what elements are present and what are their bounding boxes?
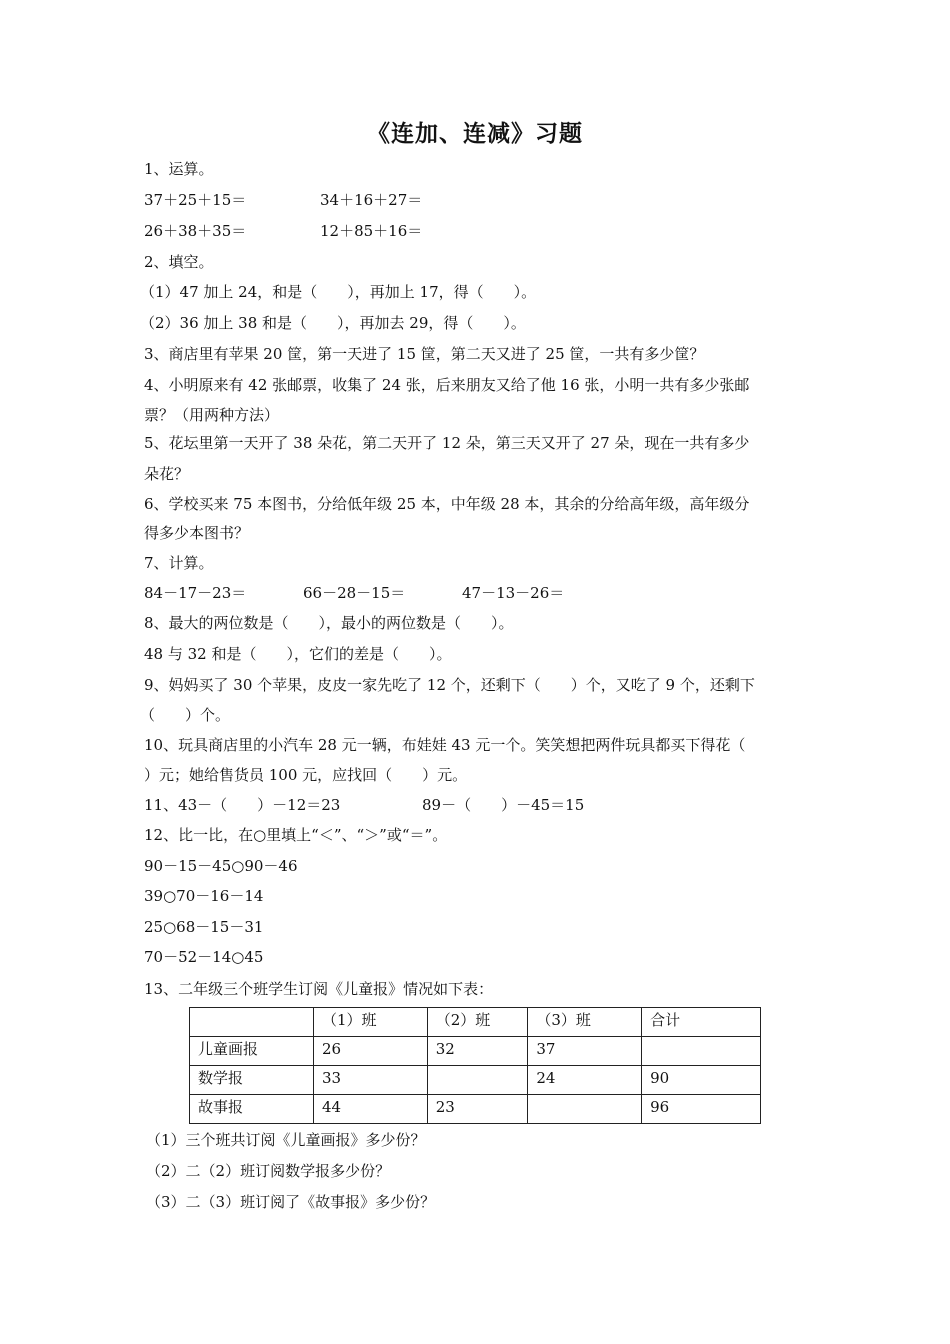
q2-sub-1: （1）47 加上 24，和是（ ），再加上 17，得（ ）。 <box>140 283 537 301</box>
q12-compare-3: 25○68－15－31 <box>144 918 264 936</box>
table-row <box>190 1037 761 1066</box>
q10-line-1: 10、玩具商店里的小汽车 28 元一辆，布娃娃 43 元一个。笑笑想把两件玩具都买下得花（ <box>144 736 746 754</box>
q4-line-1: 4、小明原来有 42 张邮票，收集了 24 张，后来朋友又给了他 16 张，小明一共有多少张邮 <box>144 376 750 394</box>
q12-heading: 12、比一比，在○里填上“＜”、“＞”或“＝”。 <box>144 826 448 844</box>
table-header-cell: 合计 <box>642 1008 761 1037</box>
subscription-table <box>189 1007 761 1124</box>
q2-sub-2: （2）36 加上 38 和是（ ），再加去 29，得（ ）。 <box>140 314 526 332</box>
q9-line-1: 9、妈妈买了 30 个苹果，皮皮一家先吃了 12 个，还剩下（ ）个，又吃了 9 个，还剩下 <box>144 676 755 694</box>
q11-expr-2: 89－（ ）－45＝15 <box>422 796 585 814</box>
q13-sub-2: （2）二（2）班订阅数学报多少份？ <box>146 1162 391 1180</box>
q1-expr-2: 34＋16＋27＝ <box>320 191 423 209</box>
q8-line-2: 48 与 32 和是（ ），它们的差是（ ）。 <box>144 645 452 663</box>
q10-line-2: ）元；她给售货员 100 元，应找回（ ）元。 <box>144 766 468 784</box>
q1-heading: 1、运算。 <box>144 160 214 178</box>
table-cell: 故事报 <box>190 1095 314 1124</box>
table-cell: 23 <box>427 1095 528 1124</box>
table-cell <box>427 1066 528 1095</box>
table-cell: 数学报 <box>190 1066 314 1095</box>
table-header-cell <box>190 1008 314 1037</box>
q5-line-2: 朵花？ <box>144 465 190 483</box>
table-row <box>190 1066 761 1095</box>
table-header-cell: （1）班 <box>313 1008 427 1037</box>
table-cell <box>642 1037 761 1066</box>
table-cell: 44 <box>313 1095 427 1124</box>
q13-sub-3: （3）二（3）班订阅了《故事报》多少份？ <box>146 1193 436 1211</box>
q9-line-2: （ ）个。 <box>140 706 231 724</box>
q2-heading: 2、填空。 <box>144 253 214 271</box>
table-cell: 24 <box>528 1066 642 1095</box>
q6-line-2: 得多少本图书？ <box>144 524 250 542</box>
table-cell: 37 <box>528 1037 642 1066</box>
table-cell: 96 <box>642 1095 761 1124</box>
q12-compare-2: 39○70－16－14 <box>144 887 264 905</box>
table-cell: 90 <box>642 1066 761 1095</box>
table-header-cell: （2）班 <box>427 1008 528 1037</box>
table-cell: 26 <box>313 1037 427 1066</box>
page-title: 《连加、连减》习题 <box>367 121 583 147</box>
q12-compare-4: 70－52－14○45 <box>144 948 264 966</box>
table-cell: 33 <box>313 1066 427 1095</box>
q7-expr-2: 66－28－15＝ <box>303 584 406 602</box>
q5-line-1: 5、花坛里第一天开了 38 朵花，第二天开了 12 朵，第三天又开了 27 朵，现在一共有多少 <box>144 434 750 452</box>
q7-expr-3: 47－13－26＝ <box>462 584 565 602</box>
q8-line-1: 8、最大的两位数是（ ），最小的两位数是（ ）。 <box>144 614 514 632</box>
q1-expr-3: 26＋38＋35＝ <box>144 222 247 240</box>
q13-sub-1: （1）三个班共订阅《儿童画报》多少份？ <box>146 1131 426 1149</box>
table-cell: 32 <box>427 1037 528 1066</box>
q7-expr-1: 84－17－23＝ <box>144 584 247 602</box>
q11-expr-1: 11、43－（ ）－12＝23 <box>144 796 341 814</box>
q13-heading: 13、二年级三个班学生订阅《儿童报》情况如下表： <box>144 980 494 998</box>
q4-line-2: 票？（用两种方法） <box>144 406 280 424</box>
table-row <box>190 1095 761 1124</box>
table-header-cell: （3）班 <box>528 1008 642 1037</box>
q1-expr-4: 12＋85＋16＝ <box>320 222 423 240</box>
q3-text: 3、商店里有苹果 20 筐，第一天进了 15 筐，第二天又进了 25 筐，一共有多少筐？ <box>144 345 705 363</box>
table-cell: 儿童画报 <box>190 1037 314 1066</box>
table-cell <box>528 1095 642 1124</box>
q12-compare-1: 90－15－45○90－46 <box>144 857 298 875</box>
q1-expr-1: 37＋25＋15＝ <box>144 191 247 209</box>
table-header-row <box>190 1008 761 1037</box>
q7-heading: 7、计算。 <box>144 554 214 572</box>
q6-line-1: 6、学校买来 75 本图书，分给低年级 25 本，中年级 28 本，其余的分给高年级，高年级分 <box>144 495 750 513</box>
